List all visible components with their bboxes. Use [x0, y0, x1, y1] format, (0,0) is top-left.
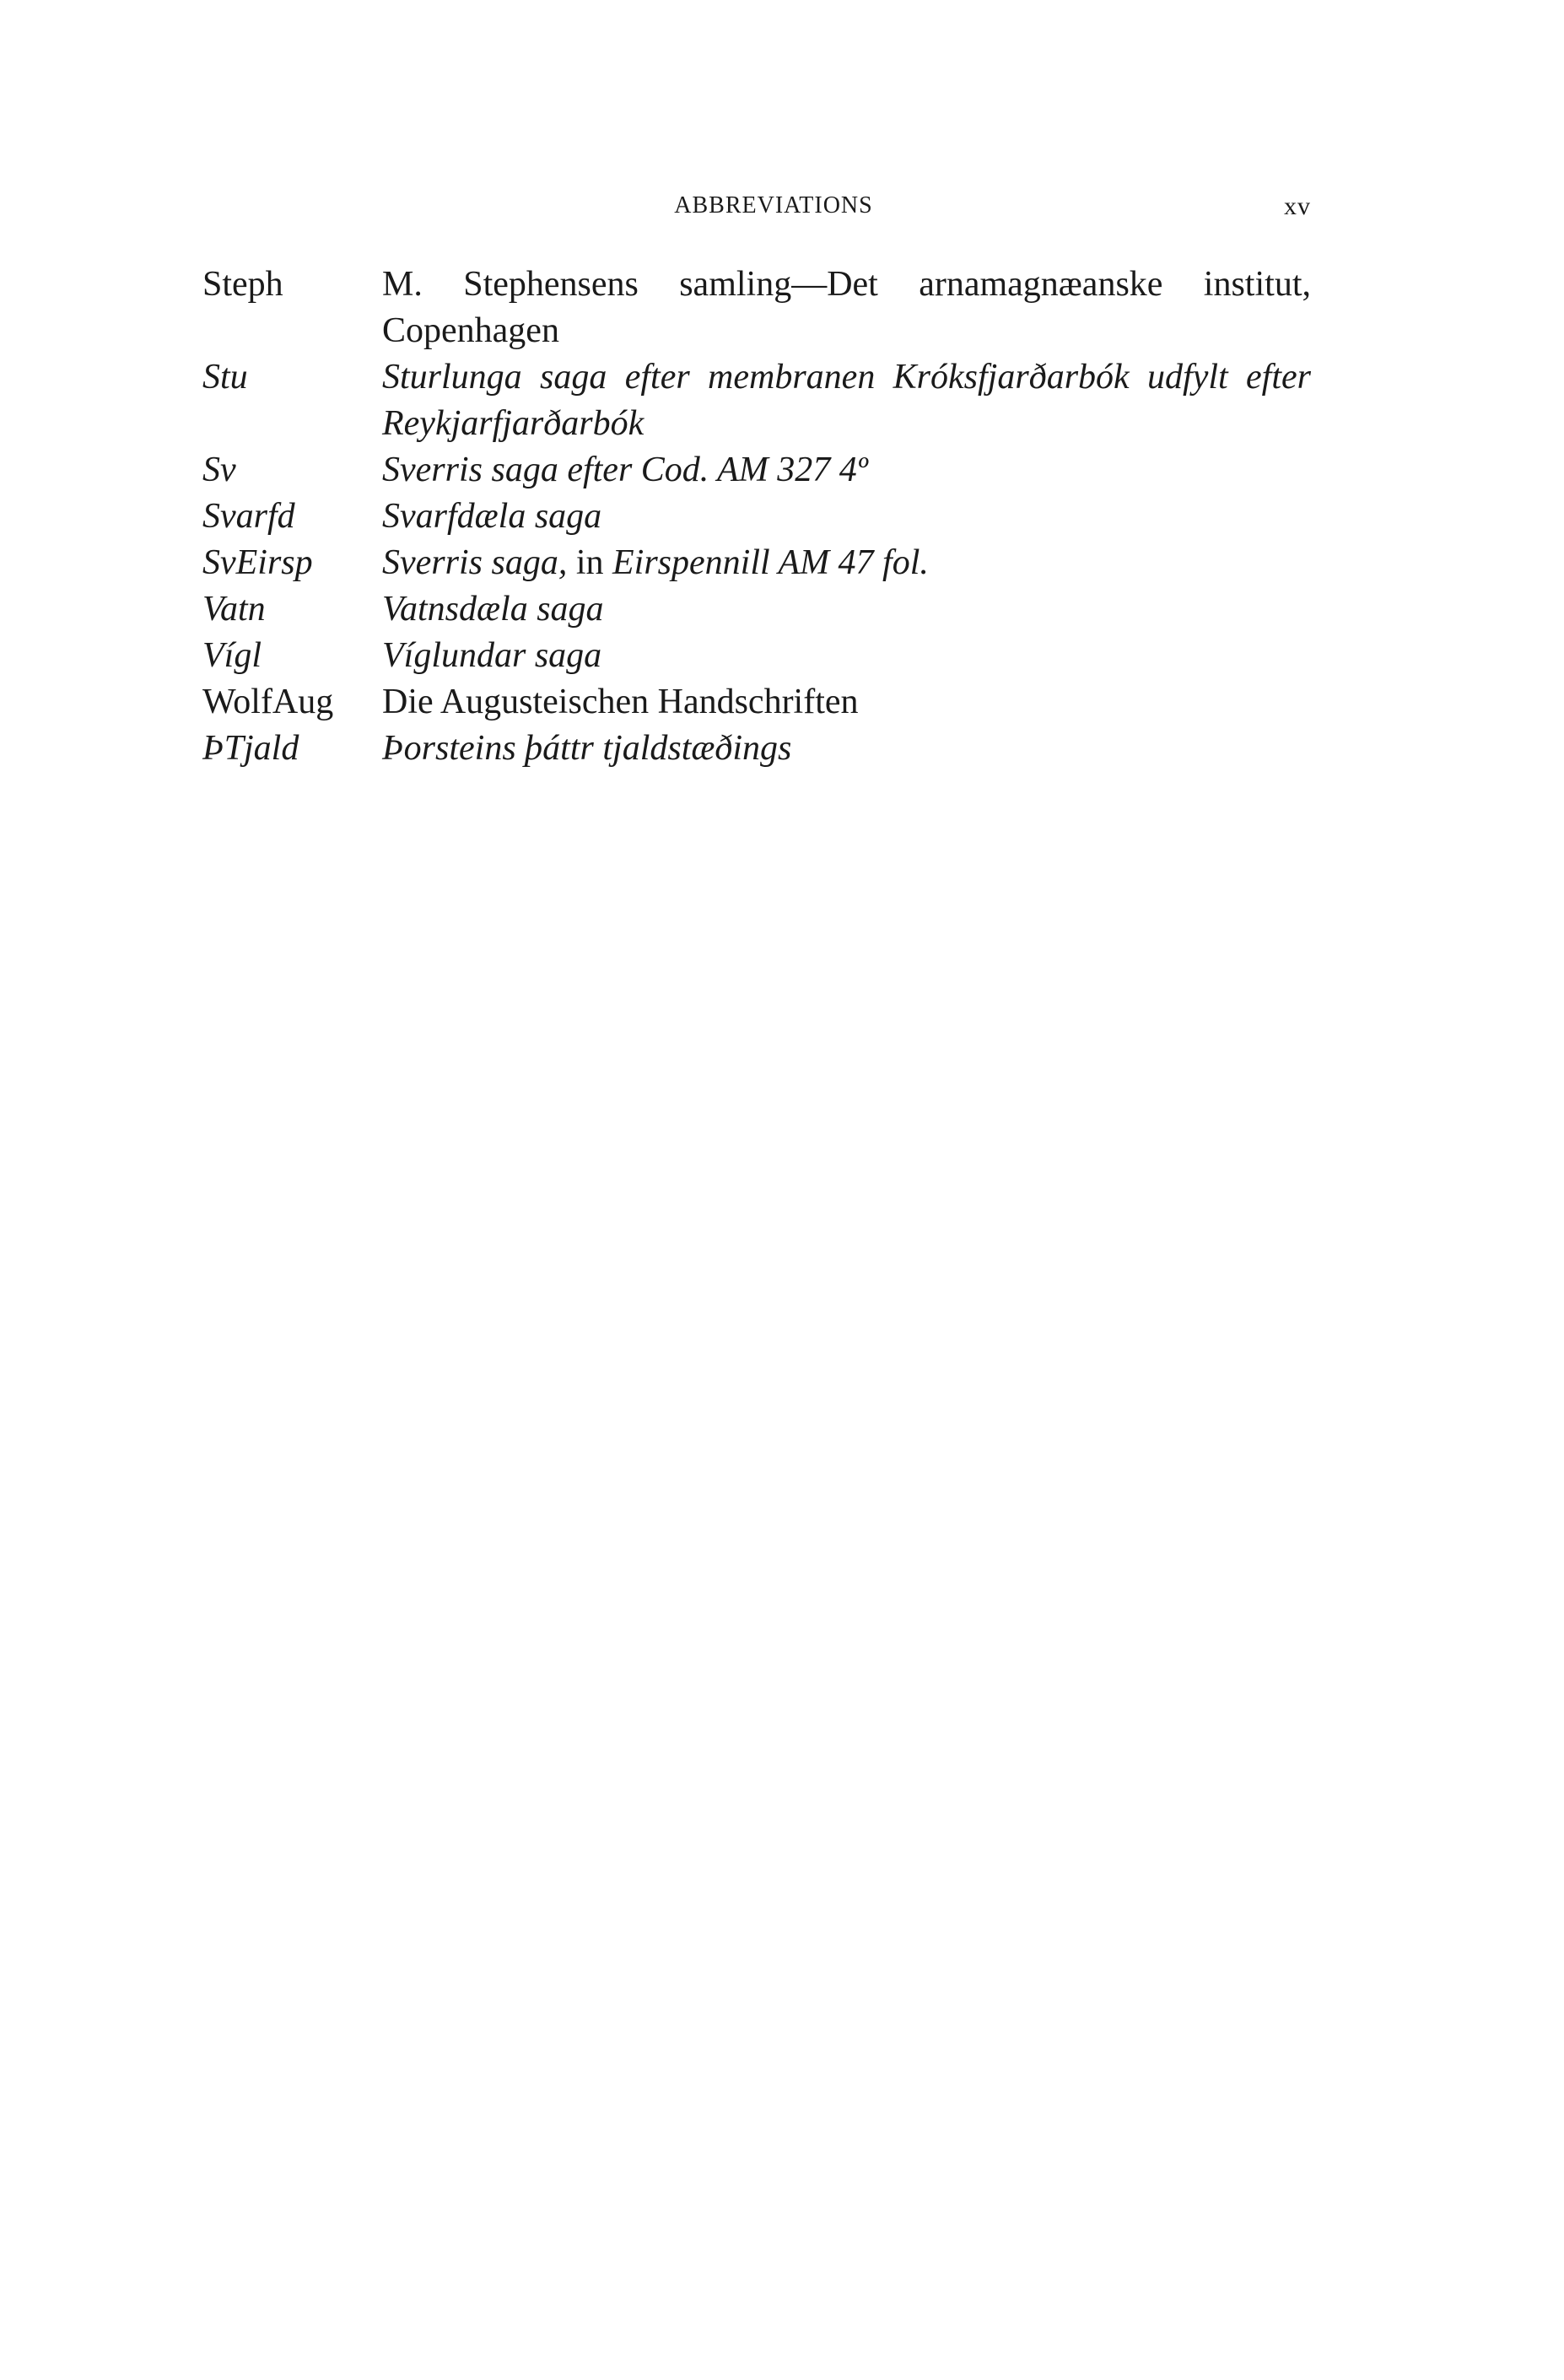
expansion: [382, 540, 1311, 586]
expansion: M. Stephensens samling—Det arnamagnæanske institut, Copenhagen: [382, 265, 1311, 350]
running-head: [0, 192, 1564, 226]
abbreviation-list: [202, 262, 1311, 772]
expansion: Sturlunga saga efter membranen Króksfjarðarbók udfylt efter Reykjarfjarðarbók: [382, 358, 1311, 443]
abbreviation: Sv: [202, 451, 236, 489]
abbreviation-entry: [202, 494, 1311, 540]
expansion: Vatnsdæla saga: [382, 590, 604, 629]
expansion-manuscript: Eirspennill AM 47 fol.: [612, 543, 929, 582]
abbreviation-entry: [202, 262, 1311, 354]
abbreviation: Svarfd: [202, 497, 295, 536]
abbreviation: Vatn: [202, 590, 266, 629]
expansion-title: Sverris saga,: [382, 543, 568, 582]
abbreviation-entry: [202, 726, 1311, 772]
abbreviation: ÞTjald: [202, 729, 299, 768]
expansion: Þorsteins þáttr tjaldstæðings: [382, 729, 792, 768]
running-title: ABBREVIATIONS: [674, 192, 873, 219]
abbreviation-entry: [202, 679, 1311, 726]
abbreviation: Stu: [202, 358, 248, 397]
expansion: Die Augusteischen Handschriften: [382, 683, 859, 721]
abbreviation: SvEirsp: [202, 543, 313, 582]
expansion: Sverris saga efter Cod. AM 327 4º: [382, 451, 868, 489]
expansion: Svarfdæla saga: [382, 497, 602, 536]
abbreviation-entry: [202, 540, 1311, 586]
abbreviation: Vígl: [202, 636, 262, 675]
abbreviation-entry: [202, 354, 1311, 447]
page-number: xv: [1284, 192, 1311, 220]
abbreviation: Steph: [202, 265, 283, 304]
abbreviation-entry: [202, 633, 1311, 679]
abbreviation: WolfAug: [202, 683, 334, 721]
abbreviation-entry: [202, 447, 1311, 494]
expansion: Víglundar saga: [382, 636, 602, 675]
abbreviation-entry: [202, 586, 1311, 633]
expansion-connector: in: [567, 543, 613, 582]
